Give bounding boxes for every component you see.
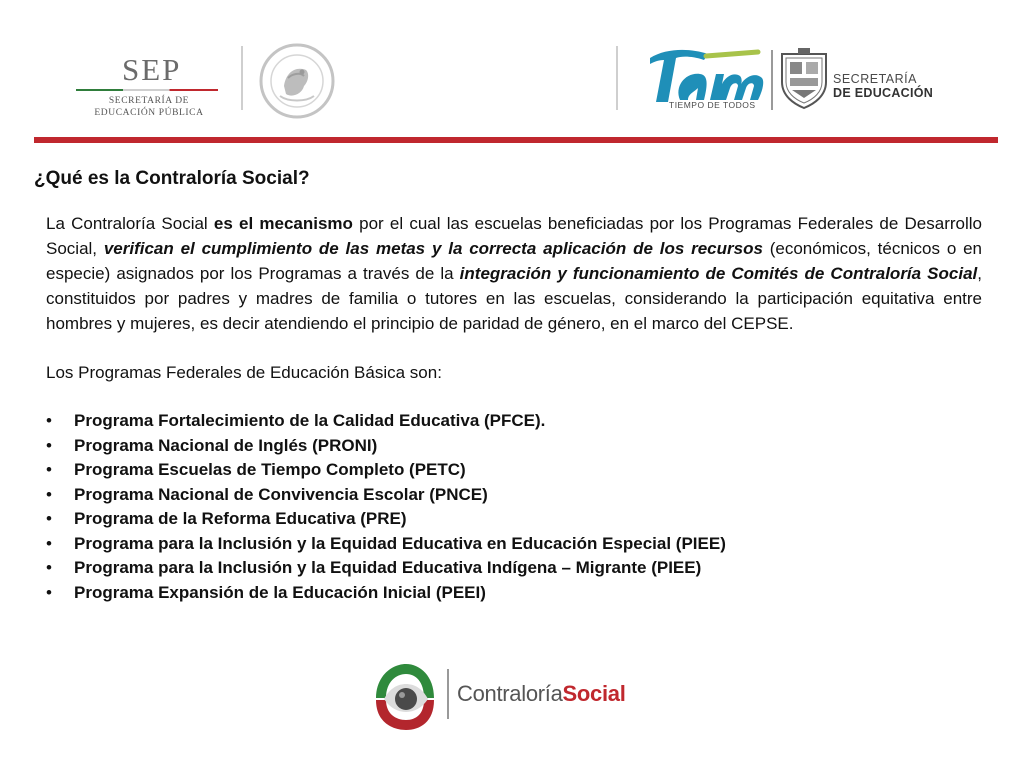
- contraloria-social-wordmark: [457, 681, 626, 707]
- sep-logo: [74, 52, 224, 122]
- tamaulipas-coat-of-arms-icon: [778, 48, 830, 110]
- bullet-icon: •: [46, 558, 52, 577]
- program-name: Programa de la Reforma Educativa (PRE): [74, 509, 407, 528]
- bullet-icon: •: [46, 484, 52, 504]
- paragraph-run: (económicos, técnicos o en especie) asignados por los Programas a través de la: [46, 239, 982, 283]
- paragraph-run-emphasis: verifican el cumplimiento de las metas y la correcta aplicación de los recursos: [103, 239, 763, 258]
- paragraph-run-bold-italic: [460, 264, 978, 283]
- sep-acronym: SEP: [122, 52, 182, 87]
- bullet-icon: •: [46, 435, 52, 455]
- header-divider: [771, 50, 773, 110]
- bullet-icon: •: [46, 582, 52, 602]
- program-item: [46, 409, 982, 434]
- contraloria-social-eye-icon: [370, 660, 440, 732]
- header-rule: [34, 137, 998, 143]
- definition-paragraph: [46, 211, 982, 336]
- program-name: Programa para la Inclusión y la Equidad Educativa Indígena – Migrante (PIEE): [74, 558, 702, 577]
- paragraph-run-bold: es el mecanismo: [213, 214, 353, 233]
- bullet-icon: •: [46, 533, 52, 553]
- wordmark-contraloria: Contraloría: [457, 681, 563, 706]
- programs-list: [46, 409, 982, 605]
- program-name: Programa para la Inclusión y la Equidad Educativa en Educación Especial (PIEE): [74, 533, 726, 553]
- secretaria-line1: SECRETARÍA: [833, 72, 917, 86]
- header: [0, 0, 1024, 135]
- program-item: [46, 507, 982, 532]
- programs-intro: Los Programas Federales de Educación Básica son:: [46, 363, 442, 382]
- bullet-icon: •: [46, 460, 52, 479]
- secretaria-line2: DE EDUCACIÓN: [833, 86, 934, 100]
- footer-divider: [447, 669, 449, 719]
- header-divider: [241, 46, 243, 110]
- program-item: [46, 483, 982, 508]
- paragraph-run: , constituidos por padres y madres de familia o tutores en las escuelas, considerando la participación equitativa entre hombres y mujeres, es decir atendiendo el principio de paridad de género, en el marco del CEPSE.: [46, 264, 982, 333]
- program-name: Programa Expansión de la Educación Inicial (PEEI): [74, 582, 486, 602]
- bullet-icon: •: [46, 509, 52, 528]
- program-name: Programa Fortalecimiento de la Calidad Educativa (PFCE).: [74, 411, 546, 430]
- program-name: Programa Nacional de Inglés (PRONI): [74, 435, 378, 455]
- program-name: Programa Escuelas de Tiempo Completo (PETC): [74, 460, 466, 479]
- page-title: ¿Qué es la Contraloría Social?: [34, 168, 310, 189]
- header-divider: [616, 46, 618, 110]
- bullet-icon: •: [46, 411, 52, 430]
- paragraph-run-bold-italic: [104, 239, 763, 258]
- sep-tricolor-line: [76, 89, 218, 91]
- sep-name-line2: EDUCACIÓN PÚBLICA: [94, 108, 204, 118]
- wordmark-social: Social: [562, 681, 626, 706]
- program-item: [46, 434, 982, 459]
- main-content: [46, 211, 982, 605]
- paragraph-run-emphasis: integración y funcionamiento de Comités de Contraloría Social: [459, 264, 978, 283]
- program-item: [46, 581, 982, 606]
- program-item: [46, 556, 982, 581]
- sep-name-line1: SECRETARÍA DE: [108, 96, 190, 106]
- program-item: [46, 532, 982, 557]
- program-item: [46, 458, 982, 483]
- paragraph-run: La Contraloría Social: [46, 214, 214, 233]
- program-name: Programa Nacional de Convivencia Escolar (PNCE): [74, 484, 488, 504]
- mexican-national-seal-icon: [258, 42, 336, 120]
- tam-tagline: TIEMPO DE TODOS: [669, 100, 756, 110]
- paragraph-run: por el cual las escuelas beneficiadas por los Programas Federales de Desarrollo Social,: [46, 214, 982, 258]
